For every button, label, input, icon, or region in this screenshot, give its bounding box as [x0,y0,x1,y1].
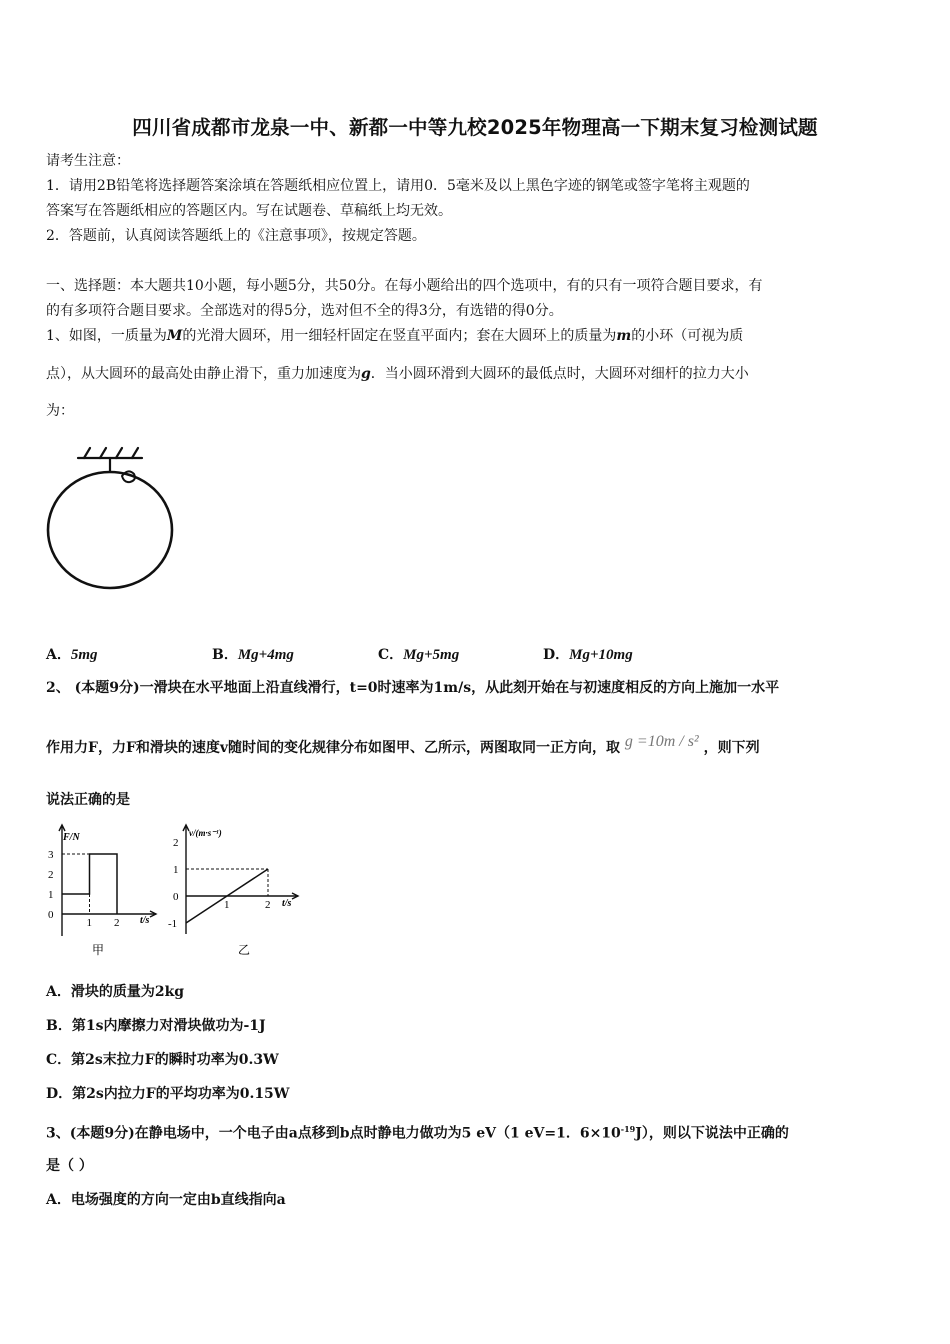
notice-item-1-line-1: 1．请用2B铅笔将选择题答案涂填在答题纸相应位置上，请用0．5毫米及以上黑色字迹的钢笔或签字笔将主观题的 [46,178,750,194]
option-letter: D． [543,647,570,663]
q1-text: 的光滑大圆环，用一细轻杆固定在竖直平面内；套在大圆环上的质量为 [182,328,617,344]
q1-text: 的小环（可视为质 [631,328,744,344]
option-value: Mg+4mg [237,647,294,663]
chart-velocity-time [166,822,316,958]
q1-option-b[interactable] [212,644,294,664]
chart-caption: 乙 [238,943,251,957]
y-axis-label: v/(m·s⁻¹) [189,828,222,838]
q1-text: 1、如图，一质量为 [46,328,167,344]
option-letter: B． [212,647,238,663]
q3-line-1 [46,1119,908,1144]
q1-var-m: m [616,328,632,344]
q2-line-2 [46,733,908,758]
q2-option-a[interactable]: A．滑块的质量为2kg [46,984,185,1000]
y-tick-label: 0 [173,891,179,903]
x-tick-label: 1 [86,917,92,929]
option-value: 5mg [70,647,98,663]
q2-line-1: 2、 (本题9分)一滑块在水平地面上沿直线滑行，t=0时速率为1m/s，从此刻开始在与初速度相反的方向上施加一水平 [46,680,780,696]
q1-var-M: M [166,328,183,344]
page-title: 四川省成都市龙泉一中、新都一中等九校2025年物理高一下期末复习检测试题 [132,116,818,139]
x-axis-label: t/s [282,898,292,909]
section-intro-line-2: 的有多项符合题目要求。全部选对的得5分，选对但不全的得3分，有选错的得0分。 [46,303,563,319]
q1-ring-figure [44,446,180,596]
x-tick-label: 1 [224,899,230,911]
q1-option-d[interactable] [543,644,633,664]
section-intro-line-1: 一、选择题：本大题共10小题，每小题5分，共50分。在每小题给出的四个选项中，有的只有一项符合题目要求，有 [46,278,763,294]
y-tick-label: -1 [168,918,178,930]
q2-text: 作用力F，力F和滑块的速度v随时间的变化规律分布如图甲、乙所示，两图取同一正方向，取 [46,740,621,756]
notice-item-1-line-2: 答案写在答题纸相应的答题区内。写在试题卷、草稿纸上均无效。 [46,203,452,219]
x-tick-label: 2 [114,917,120,929]
q2-text: ，则下列 [703,740,760,756]
q2-formula: g =10m / s² [624,733,699,750]
q1-line-2 [46,364,908,384]
q3-option-a[interactable]: A．电场强度的方向一定由b直线指向a [46,1192,286,1208]
q1-var-g: g [361,366,371,382]
q2-option-b[interactable]: B．第1s内摩擦力对滑块做功为-1J [46,1018,266,1034]
option-value: Mg+5mg [403,647,460,663]
q1-line-3: 为： [46,403,74,419]
q1-text: ．当小圆环滑到大圆环的最低点时，大圆环对细杆的拉力大小 [370,366,749,382]
q1-option-c[interactable] [378,644,459,664]
y-tick-label: 1 [48,889,54,901]
q3-text: 3、(本题9分)在静电场中，一个电子由a点移到b点时静电力做功为5 eV（1 eV=1．6×10 [46,1125,621,1142]
q1-line-1 [46,326,908,346]
option-letter: C． [378,647,404,663]
q1-text: 点），从大圆环的最高处由静止滑下，重力加速度为 [46,366,361,382]
y-tick-label: 0 [48,909,54,921]
y-axis-label: F/N [63,832,80,843]
option-value: Mg+10mg [569,647,633,663]
chart-force-time [44,822,164,958]
q3-line-2: 是（ ） [46,1158,93,1174]
x-tick-label: 2 [265,899,271,911]
option-letter: A． [46,647,71,663]
y-tick-label: 2 [48,869,54,881]
q2-option-d[interactable]: D．第2s内拉力F的平均功率为0.15W [46,1086,290,1102]
q2-option-c[interactable]: C．第2s末拉力F的瞬时功率为0.3W [46,1052,279,1068]
q3-text: J），则以下说法中正确的 [635,1125,789,1142]
y-tick-label: 3 [48,849,54,861]
notice-heading: 请考生注意： [46,153,130,169]
y-tick-label: 1 [173,864,179,876]
q2-line-3: 说法正确的是 [46,792,130,808]
notice-item-2: 2．答题前，认真阅读答题纸上的《注意事项》，按规定答题。 [46,228,426,244]
y-tick-label: 2 [173,837,179,849]
q3-exponent: -19 [620,1124,636,1134]
chart-caption: 甲 [92,943,105,957]
q1-option-a[interactable] [46,644,98,664]
x-axis-label: t/s [140,915,150,926]
